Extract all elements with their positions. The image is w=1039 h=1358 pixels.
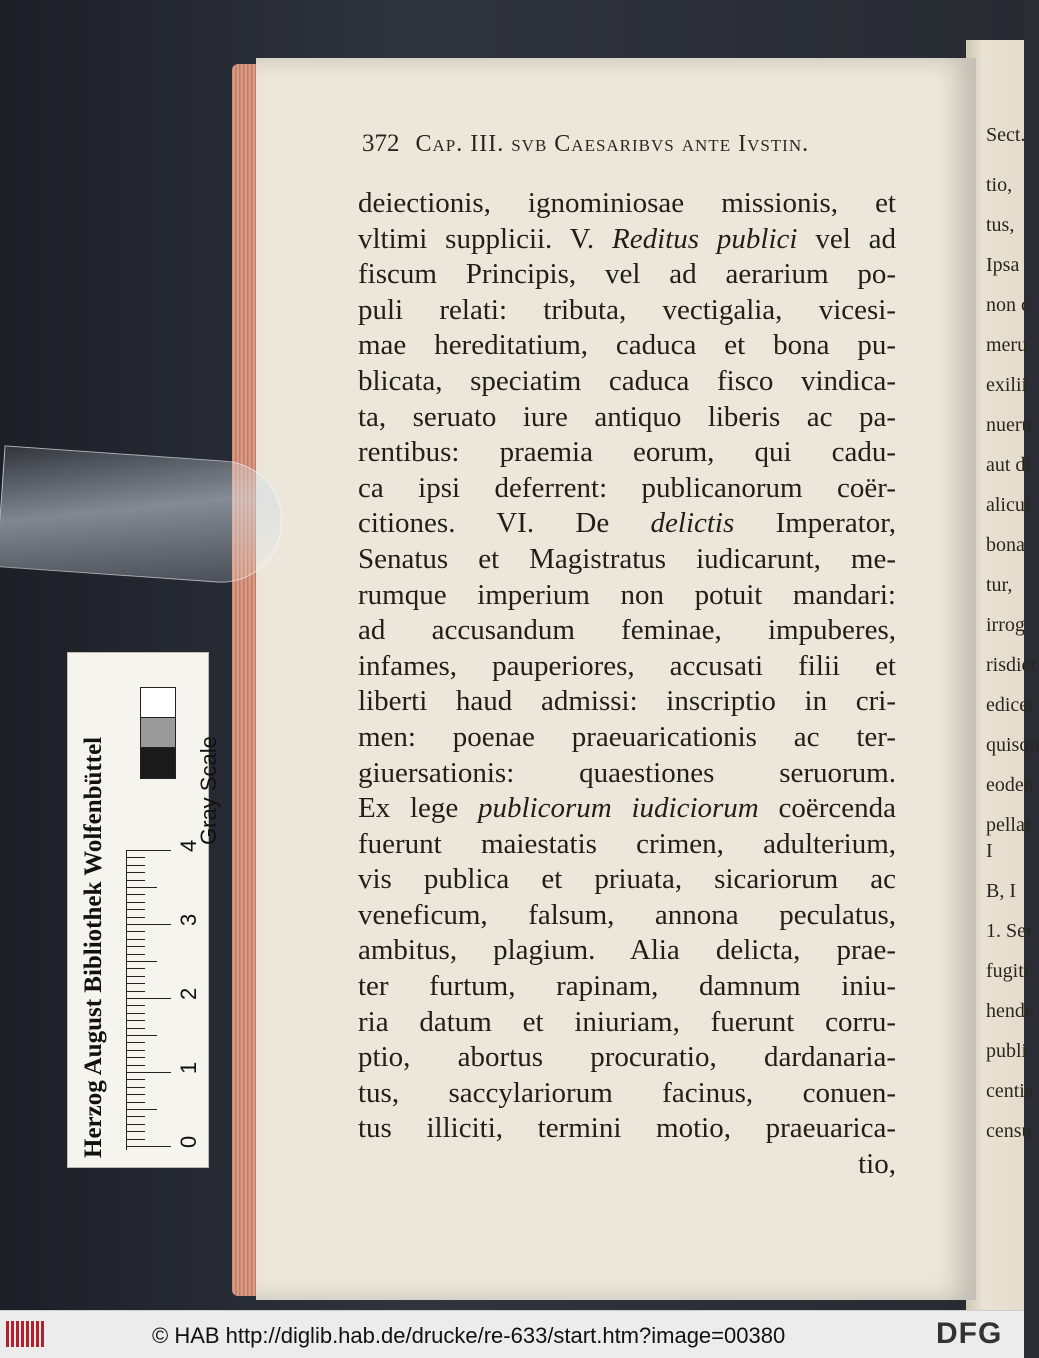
library-label: Herzog August Bibliothek Wolfenbüttel (80, 736, 107, 1158)
ruler-tick (127, 1013, 145, 1014)
facing-page-text: aut di (986, 454, 1031, 476)
ruler-tick (127, 857, 145, 858)
swatch-gray (140, 717, 176, 749)
ruler-tick (127, 1050, 145, 1051)
ruler-tick (127, 1057, 145, 1058)
text-line: ta, seruato iure antiquo liberis ac pa- (358, 400, 896, 433)
ruler-tick (127, 968, 145, 969)
facing-page-text: quisqu (986, 734, 1039, 756)
facing-page-text: pellat (986, 814, 1031, 836)
ruler-tick (127, 991, 145, 992)
swatch-white (140, 687, 176, 719)
facing-page-text: tio, (986, 174, 1013, 196)
copyright-link[interactable]: © HAB http://diglib.hab.de/drucke/re-633/start.htm?image=00380 (152, 1323, 786, 1348)
text-line: men: poenae praeuaricationis ac ter- (358, 720, 896, 753)
italic-term: publicorum iudiciorum (478, 792, 759, 825)
page-header (362, 130, 900, 164)
text-line: citiones. VI. De delictis Imperator, (358, 507, 897, 540)
facing-page-text: tus, (986, 214, 1015, 236)
ruler-tick (127, 924, 171, 925)
swatch-black (140, 747, 176, 779)
catchword: tio, (858, 1148, 896, 1181)
facing-page-text: exilii (986, 374, 1028, 396)
ruler (126, 850, 179, 1150)
facing-page-text: Sect. (986, 124, 1026, 146)
facing-page-text: fugiti (986, 960, 1030, 982)
gray-scale-label: Gray Scale (196, 736, 221, 845)
facing-page-text: B, I (986, 880, 1016, 902)
gray-scale-card (67, 652, 221, 1168)
ruler-tick (127, 1146, 171, 1147)
ruler-tick (127, 1028, 145, 1029)
ruler-tick (127, 954, 145, 955)
facing-page-text: edicer (986, 694, 1035, 716)
text-line: tus illiciti, termini motio, praeuarica- (358, 1112, 896, 1145)
text-line: rumque imperium non potuit mandari: (358, 578, 896, 611)
facing-page-text: meru (986, 334, 1028, 356)
text-line: deiectionis, ignominiosae missionis, et (358, 187, 896, 219)
text-line: vis publica et priuata, sicariorum ac (358, 863, 896, 896)
text-line: fuerunt maiestatis crimen, adulterium, (358, 827, 896, 860)
ruler-tick (127, 1079, 145, 1080)
barcode-icon (6, 1321, 46, 1347)
ruler-tick (127, 1131, 145, 1132)
facing-page-text: bona (986, 534, 1025, 556)
text-line: liberti haud admissi: inscriptio in cri- (358, 685, 896, 718)
ruler-tick (127, 1124, 145, 1125)
ruler-tick (127, 1005, 145, 1006)
ruler-tick (127, 961, 157, 962)
facing-page-text: eoden (986, 774, 1034, 796)
ruler-tick (127, 917, 145, 918)
ruler-tick (127, 976, 145, 977)
text-line: giuersationis: quaestiones seruorum. (358, 756, 896, 789)
ruler-tick (127, 1139, 145, 1140)
dfg-logo: DFG (936, 1317, 1003, 1350)
text-line: rentibus: praemia eorum, qui cadu- (358, 436, 896, 469)
text-line: ter furtum, rapinam, damnum iniu- (358, 970, 896, 1003)
facing-page-text: irrog (986, 614, 1025, 636)
ruler-tick (127, 1109, 157, 1110)
ruler-number: 4 (176, 839, 201, 852)
page-clip (0, 445, 286, 586)
ruler-tick (127, 1116, 145, 1117)
text-line: Senatus et Magistratus iudicarunt, me- (358, 542, 896, 575)
page-number: 372 (362, 130, 400, 157)
text-line: puli relati: tributa, vectigalia, vicesi- (358, 293, 896, 326)
text-line: infames, pauperiores, accusati filii et (358, 649, 896, 682)
ruler-tick (127, 1042, 145, 1043)
running-head: Cap. III. svb Caesaribvs ante Ivstin. (415, 131, 810, 157)
text-line: ptio, abortus procuratio, dardanaria- (358, 1041, 896, 1074)
ruler-tick (127, 983, 145, 984)
ruler-tick (127, 894, 145, 895)
ruler-tick (127, 1094, 145, 1095)
ruler-tick (127, 850, 171, 851)
facing-page-text: tur, (986, 574, 1013, 596)
italic-term: delictis (650, 507, 735, 540)
text-line: blicata, speciatim caduca fisco vindica- (358, 364, 896, 397)
facing-page-text: alicui (986, 494, 1031, 516)
text-line: Ex lege publicorum iudiciorum coërcenda (358, 792, 896, 825)
facing-page-text: 1. Ser (986, 920, 1033, 942)
body-text (358, 186, 896, 1183)
ruler-tick (127, 880, 145, 881)
facing-page-text: hende (986, 1000, 1034, 1022)
ruler-tick (127, 1087, 145, 1088)
ruler-tick (127, 865, 145, 866)
facing-page-text: Ipsa (986, 254, 1020, 276)
ruler-tick (127, 887, 157, 888)
ruler-tick (127, 1020, 145, 1021)
text-line: vltimi supplicii. V. Reditus publici vel ad (358, 222, 897, 255)
ruler-tick (127, 998, 171, 999)
ruler-tick (127, 939, 145, 940)
ruler-tick (127, 1102, 145, 1103)
ruler-number: 2 (176, 987, 201, 1000)
ruler-number: 1 (176, 1061, 201, 1074)
ruler-tick (127, 902, 145, 903)
ruler-tick (127, 946, 145, 947)
text-line: fiscum Principis, vel ad aerarium po- (358, 258, 896, 291)
ruler-tick (127, 909, 145, 910)
text-line: mae hereditatium, caduca et bona pu- (358, 329, 896, 362)
facing-page-text: I (986, 840, 993, 862)
text-line: ambitus, plagium. Alia delicta, prae- (358, 934, 896, 967)
ruler-tick (127, 931, 145, 932)
text-line: ca ipsi deferrent: publicanorum coër- (358, 471, 896, 504)
ruler-number: 0 (176, 1135, 201, 1148)
ruler-tick (127, 1065, 145, 1066)
text-line: veneficum, falsum, annona peculatus, (358, 898, 896, 931)
ruler-number: 3 (176, 913, 201, 926)
facing-page-text: non c (986, 294, 1030, 316)
footer-bar (0, 1310, 1024, 1358)
ruler-tick (127, 872, 145, 873)
text-line: ad accusandum feminae, impuberes, (358, 614, 896, 647)
facing-page-text: risdict (986, 654, 1036, 676)
text-line: tus, saccylariorum facinus, conuen- (358, 1076, 896, 1109)
facing-page-text: publi (986, 1040, 1028, 1062)
italic-term: Reditus publici (612, 222, 798, 255)
facing-page-text: censu (986, 1120, 1032, 1142)
facing-page-text: centia (986, 1080, 1034, 1102)
facing-page-text: nueru (986, 414, 1032, 436)
ruler-tick (127, 1035, 157, 1036)
ruler-tick (127, 1072, 171, 1073)
text-line: ria datum et iniuriam, fuerunt corru- (358, 1005, 896, 1038)
